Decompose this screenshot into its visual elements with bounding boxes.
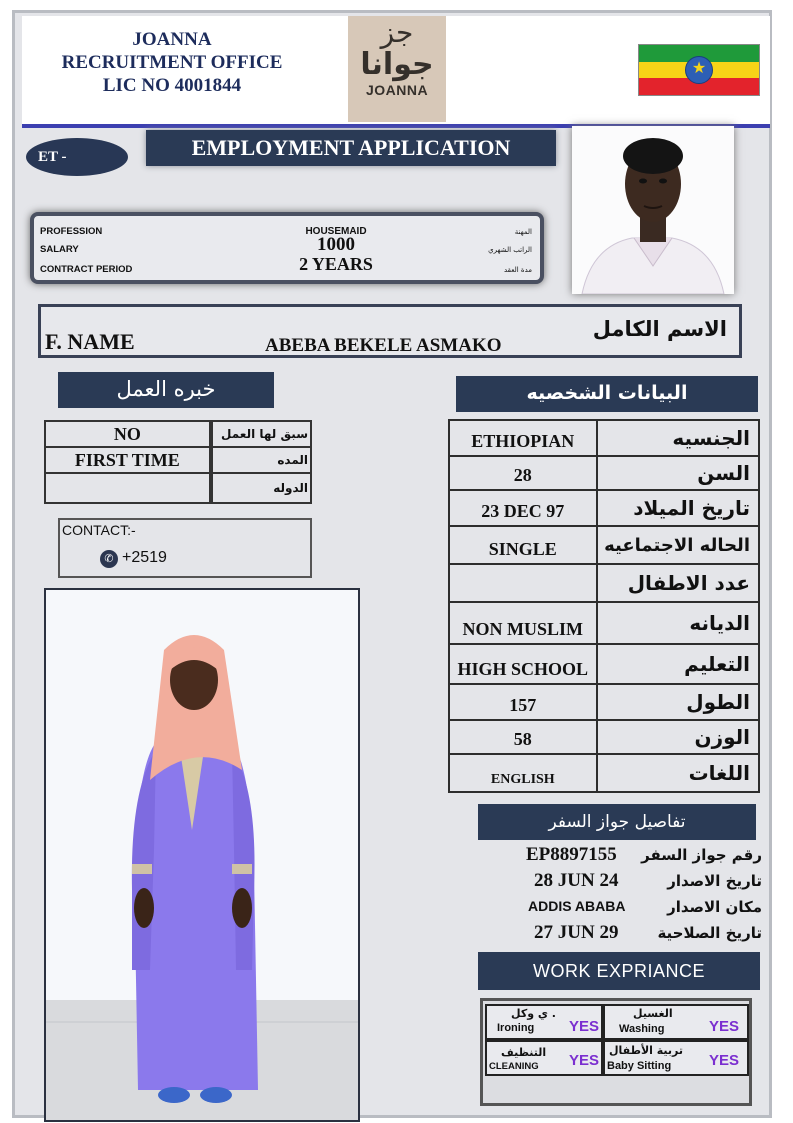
issue-date-row [478, 870, 762, 896]
skill-label-ar: الغسيل [633, 1007, 673, 1020]
salary-label: SALARY [40, 244, 79, 255]
children-value [449, 564, 597, 602]
office-name: JOANNA [132, 29, 212, 50]
office-type: RECRUITMENT OFFICE [61, 52, 283, 73]
header [22, 16, 770, 124]
skill-status: YES [569, 1052, 600, 1069]
experience-value [45, 473, 211, 503]
table-row [45, 447, 311, 473]
issue-date: 28 JUN 24 [534, 870, 619, 891]
experience-label: المده [211, 447, 311, 473]
office-info [22, 28, 322, 97]
experience-label: سبق لها العمل [211, 421, 311, 447]
contact-label: CONTACT:- [62, 522, 136, 538]
personal-data-table [448, 419, 760, 793]
languages-label: اللغات [597, 754, 759, 792]
contact-phone: +2519 [122, 549, 167, 566]
table-row [449, 420, 759, 456]
joanna-logo [348, 16, 446, 122]
expiry-date: 27 JUN 29 [534, 922, 619, 943]
education-label: التعليم [597, 644, 759, 684]
full-body-photo [44, 588, 360, 1122]
table-row [449, 644, 759, 684]
skill-status: YES [569, 1018, 600, 1035]
marital-status-label: الحاله الاجتماعيه [597, 526, 759, 564]
passport-number-label: رقم جواز السفر [641, 846, 762, 864]
skill-status: YES [709, 1018, 740, 1035]
weight-value: 58 [449, 720, 597, 754]
profession-label: PROFESSION [40, 226, 103, 237]
passport-title: تفاصيل جواز السفر [478, 804, 756, 840]
skill-label-ar: تربية الأطفال [609, 1044, 684, 1057]
logo-mark: جز [380, 16, 414, 49]
contract-period-label: CONTRACT PERIOD [40, 264, 133, 275]
weight-label: الوزن [597, 720, 759, 754]
salary-label-ar: الراتب الشهري [488, 246, 532, 254]
issue-place-row [478, 896, 762, 922]
issue-place-label: مكان الاصدار [667, 898, 762, 916]
portrait-photo [572, 126, 734, 294]
passport-number: EP8897155 [526, 844, 617, 865]
table-row [449, 526, 759, 564]
children-label: عدد الاطفال [597, 564, 759, 602]
experience-value: NO [45, 421, 211, 447]
reference-badge: ET - [26, 138, 128, 176]
skill-label: Ironing [497, 1022, 535, 1034]
age-value: 28 [449, 456, 597, 490]
page-title: EMPLOYMENT APPLICATION [146, 130, 556, 166]
experience-value: FIRST TIME [45, 447, 211, 473]
marital-status-value: SINGLE [449, 526, 597, 564]
table-row [449, 490, 759, 526]
name-label-ar: الاسم الكامل [592, 317, 727, 341]
skill-label: Baby Sitting [607, 1060, 672, 1072]
skill-washing [603, 1004, 749, 1040]
table-row [449, 564, 759, 602]
skill-baby-sitting [603, 1040, 749, 1076]
education-value: HIGH SCHOOL [449, 644, 597, 684]
skill-label-ar: ي وكل . [511, 1007, 556, 1020]
name-value: ABEBA BEKELE ASMAKO [265, 335, 502, 356]
table-row [449, 684, 759, 720]
nationality-value: ETHIOPIAN [449, 420, 597, 456]
nationality-label: الجنسيه [597, 420, 759, 456]
skill-label-ar: التنظيف [501, 1046, 547, 1059]
issue-date-label: تاريخ الاصدار [667, 872, 762, 890]
skill-ironing [485, 1004, 603, 1040]
religion-value: NON MUSLIM [449, 602, 597, 644]
height-label: الطول [597, 684, 759, 720]
license-number: LIC NO 4001844 [102, 75, 242, 96]
whatsapp-icon: ✆ [100, 550, 118, 568]
name-label: F. NAME [45, 329, 135, 354]
table-row [45, 473, 311, 503]
age-label: السن [597, 456, 759, 490]
contract-details [30, 212, 544, 284]
table-row [449, 456, 759, 490]
height-value: 157 [449, 684, 597, 720]
languages-value: ENGLISH [449, 754, 597, 792]
contact-box [58, 518, 312, 578]
profession-value: HOUSEMAID [305, 226, 367, 237]
birth-date-label: تاريخ الميلاد [597, 490, 759, 526]
skill-label: CLEANING [489, 1061, 539, 1072]
contract-period-value: 2 YEARS [299, 254, 373, 274]
ethiopia-flag-icon: ★ [638, 44, 760, 96]
expiry-date-label: تاريخ الصلاحية [657, 924, 762, 942]
issue-place: ADDIS ABABA [528, 898, 626, 914]
table-row [449, 602, 759, 644]
table-row [449, 754, 759, 792]
passport-number-row [478, 844, 762, 870]
experience-table [44, 420, 312, 504]
profession-label-ar: المهنة [514, 228, 532, 236]
logo-english: JOANNA [365, 82, 429, 98]
contract-period-label-ar: مدة العقد [504, 266, 532, 274]
skill-status: YES [709, 1052, 740, 1069]
salary-value: 1000 [317, 234, 355, 255]
birth-date-value: 23 DEC 97 [449, 490, 597, 526]
skill-label: Washing [619, 1023, 665, 1035]
table-row [449, 720, 759, 754]
skill-cleaning [485, 1040, 603, 1076]
table-row [45, 421, 311, 447]
skills-panel [480, 998, 752, 1106]
work-experience-title: WORK EXPRIANCE [478, 952, 760, 990]
experience-title: خبره العمل [58, 372, 274, 408]
personal-title: البيانات الشخصيه [456, 376, 758, 412]
experience-label: الدوله [211, 473, 311, 503]
logo-arabic: جوانا [360, 47, 434, 82]
expiry-date-row [478, 922, 762, 948]
full-name-box [38, 304, 742, 358]
religion-label: الديانه [597, 602, 759, 644]
